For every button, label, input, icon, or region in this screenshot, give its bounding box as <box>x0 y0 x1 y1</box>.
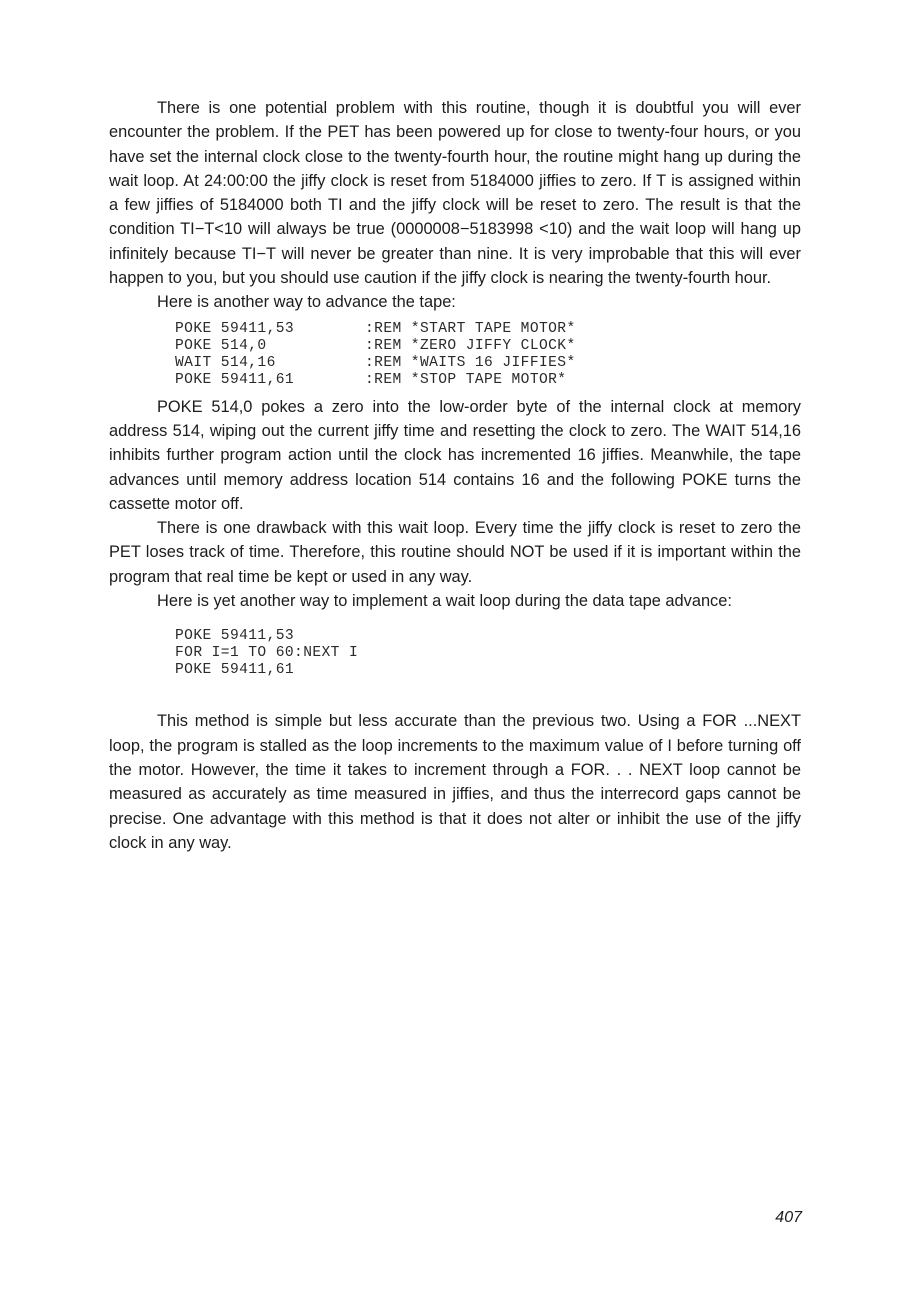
code-remark: :REM *STOP TAPE MOTOR* <box>365 371 567 388</box>
code-listing-for-next <box>175 628 801 679</box>
code-listing-poke-wait <box>175 321 801 389</box>
page-number: 407 <box>775 1209 802 1226</box>
paragraph-another-way-intro: Here is another way to advance the tape: <box>157 293 456 312</box>
code-statement: WAIT 514,16 <box>175 354 276 371</box>
code-statement: POKE 59411,61 <box>175 371 295 388</box>
code-line: POKE 59411,53 <box>175 628 295 645</box>
code-line: POKE 59411,61 <box>175 662 295 679</box>
code-line: FOR I=1 TO 60:NEXT I <box>175 645 359 662</box>
paragraph-drawback: There is one drawback with this wait loop. Every time the jiffy clock is reset to zero the PET loses track of time. Therefore, this routine should NOT be used if it is important within the program that real time be kept or used in any way. <box>109 519 801 586</box>
code-line <box>175 355 801 372</box>
code-statement: POKE 59411,53 <box>175 320 295 337</box>
code-line <box>175 338 801 355</box>
paragraph-yet-another-way: Here is yet another way to implement a wait loop during the data tape advance: <box>157 592 732 611</box>
code-remark: :REM *ZERO JIFFY CLOCK* <box>365 337 576 354</box>
code-line <box>175 372 801 389</box>
paragraph-for-next-method: This method is simple but less accurate than the previous two. Using a FOR ...NEXT loop, the program is stalled as the loop increments to the maximum value of I before turning off the motor. However, the time it takes to increment through a FOR. . . NEXT loop cannot be measured as accurately as time measured in jiffies, and thus the interrecord gaps cannot be precise. One advantage with this method is that it does not alter or inhibit the use of the jiffy clock in any way. <box>109 712 801 852</box>
code-remark: :REM *START TAPE MOTOR* <box>365 320 576 337</box>
page-body <box>109 96 801 855</box>
paragraph-jiffy-clock-problem: There is one potential problem with this routine, though it is doubtful you will ever encounter the problem. If the PET has been powered up for close to twenty-four hours, or you have set the internal clock close to the twenty-fourth hour, the routine might hang up during the wait loop. At 24:00:00 the jiffy clock is reset from 5184000 jiffies to zero. If T is assigned within a few jiffies of 5184000 both TI and the jiffy clock will be reset to zero. The result is that the condition TI−T<10 will always be true (0000008−5183998 <10) and the wait loop will hang up infinitely because TI−T will never be greater than nine. It is very improbable that this will ever happen to you, but you should use caution if the jiffy clock is nearing the twenty-fourth hour. <box>109 99 801 288</box>
code-statement: POKE 514,0 <box>175 337 267 354</box>
paragraph-poke-explanation: POKE 514,0 pokes a zero into the low-order byte of the internal clock at memory address 514, wiping out the current jiffy time and resetting the clock to zero. The WAIT 514,16 inhibits further program action until the clock has incremented 16 jiffies. Meanwhile, the tape advances until memory address location 514 contains 16 and the following POKE turns the cassette motor off. <box>109 397 801 513</box>
code-line <box>175 321 801 338</box>
code-remark: :REM *WAITS 16 JIFFIES* <box>365 354 576 371</box>
